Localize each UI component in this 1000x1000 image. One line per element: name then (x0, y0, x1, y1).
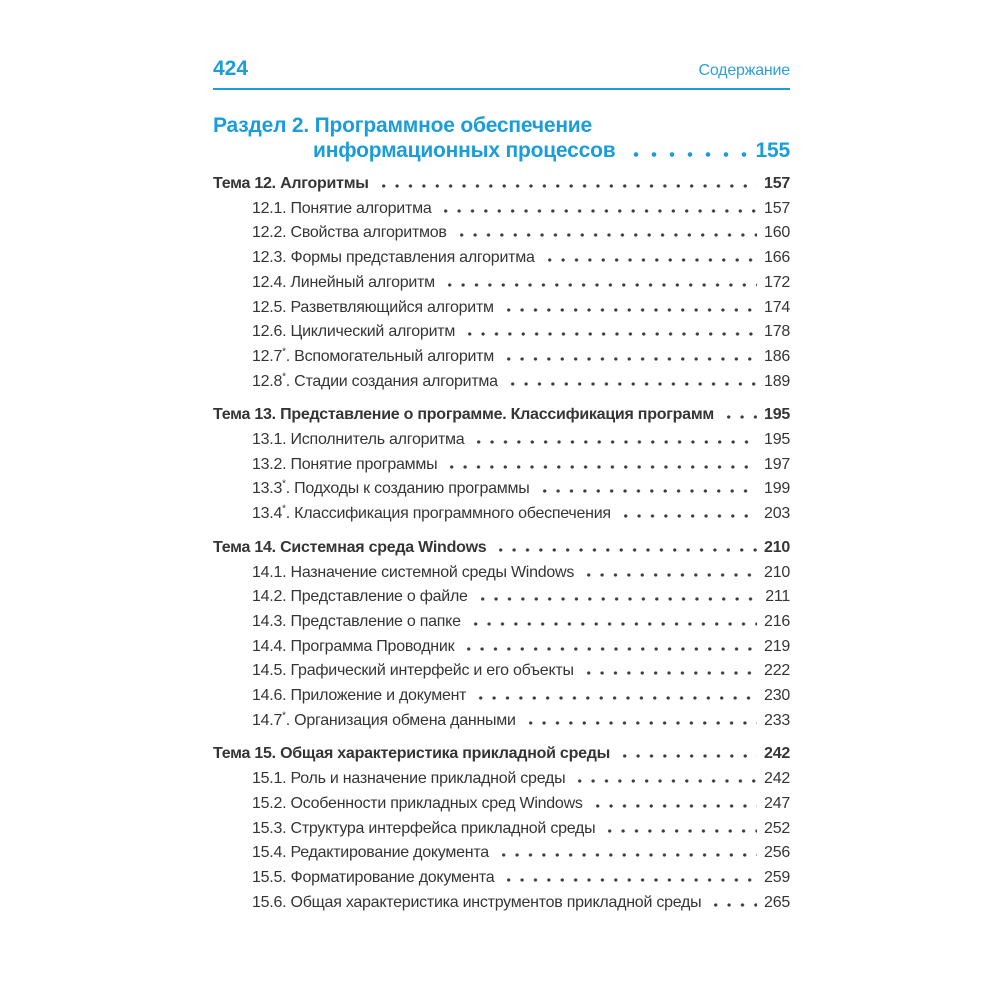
entry-title: 12.4. Линейный алгоритм (252, 273, 435, 291)
toc-topic-13 (213, 403, 790, 527)
toc-topic-14 (213, 536, 790, 734)
entry-page-number: 157 (764, 199, 790, 217)
toc-entry (213, 320, 790, 345)
entry-title: 12.3. Формы представления алгоритма (252, 249, 535, 267)
entry-page-number: 219 (764, 637, 790, 655)
dot-leader (462, 647, 757, 651)
toc-entry (213, 246, 790, 271)
running-head (213, 57, 790, 90)
page-number-folio: 424 (213, 57, 249, 80)
toc-entry (213, 502, 790, 527)
toc-entry (213, 610, 790, 635)
entry-page-number: 178 (764, 323, 790, 341)
entry-page-number: 186 (764, 347, 790, 365)
dot-leader (469, 622, 757, 626)
topic-title: Тема 15. Общая характеристика прикладной среды (213, 745, 611, 763)
entry-title: 14.2. Представление о файле (252, 588, 468, 606)
topic-page-number: 242 (764, 745, 790, 763)
topic-page-number: 157 (764, 175, 790, 192)
toc-entry (213, 866, 790, 891)
dot-leader (472, 440, 757, 444)
toc-entry (213, 841, 790, 866)
dot-leader (502, 878, 757, 882)
dot-leader (709, 903, 757, 907)
toc-topic-heading (213, 172, 790, 197)
entry-title: 14.6. Приложение и документ (252, 687, 467, 705)
entry-title: 14.5. Графический интерфейс и его объекты (252, 662, 574, 680)
entry-title: 12.7*. Вспомогательный алгоритм (252, 346, 494, 365)
topic-page-number: 195 (764, 406, 790, 424)
entry-title: 15.2. Особенности прикладных сред Windows (252, 794, 583, 812)
toc-entry (213, 767, 790, 792)
entry-title: 13.3*. Подходы к созданию программы (252, 479, 530, 498)
toc-entry (213, 428, 790, 453)
entry-page-number: 211 (765, 588, 790, 606)
toc-entry (213, 709, 790, 734)
toc-topic-heading (213, 403, 790, 428)
toc-entry (213, 271, 790, 296)
entry-title: 14.3. Представление о папке (252, 612, 461, 630)
entry-page-number: 199 (764, 480, 790, 498)
toc-entry (213, 891, 790, 916)
dot-leader (474, 696, 757, 700)
entry-title: 15.4. Редактирование документа (252, 844, 489, 862)
dot-leader (455, 233, 757, 237)
dot-leader (524, 721, 757, 725)
dot-leader (445, 465, 757, 469)
dot-leader (463, 332, 757, 336)
dot-leader (497, 853, 757, 857)
entry-title: 15.1. Роль и назначение прикладной среды (252, 770, 566, 788)
running-head-title: Содержание (698, 62, 790, 79)
dot-leader (538, 489, 758, 493)
toc-topic-12 (213, 172, 790, 394)
entry-page-number: 189 (764, 372, 790, 390)
entry-page-number: 174 (764, 298, 790, 316)
toc-entry (213, 345, 790, 370)
dot-leader (603, 829, 757, 833)
dot-leader (502, 357, 757, 361)
dot-leader (506, 382, 757, 386)
entry-page-number: 160 (764, 224, 790, 242)
dot-leader (543, 258, 757, 262)
entry-page-number: 265 (764, 893, 790, 911)
entry-title: 14.7*. Организация обмена данными (252, 710, 516, 729)
entry-page-number: 259 (764, 868, 790, 886)
dot-leader (476, 597, 759, 601)
dot-leader (573, 779, 757, 783)
topic-page-number: 210 (764, 538, 790, 556)
entry-title: 13.2. Понятие программы (252, 455, 438, 473)
topic-title: Тема 12. Алгоритмы (213, 175, 369, 192)
toc-topic-heading (213, 536, 790, 561)
dot-leader (618, 754, 757, 758)
dot-leader (582, 671, 757, 675)
entry-title: 14.1. Назначение системной среды Windows (252, 563, 575, 581)
entry-page-number: 197 (764, 455, 790, 473)
entry-page-number: 222 (764, 662, 790, 680)
entry-page-number: 195 (764, 431, 790, 449)
entry-page-number: 230 (764, 687, 790, 705)
dot-leader (591, 804, 757, 808)
toc-entry (213, 453, 790, 478)
toc-entry (213, 792, 790, 817)
topic-title: Тема 13. Представление о программе. Классификация программ (213, 406, 714, 424)
entry-title: 13.4*. Классификация программного обеспечения (252, 503, 611, 523)
entry-title: 12.1. Понятие алгоритма (252, 199, 432, 217)
entry-page-number: 203 (764, 505, 790, 523)
entry-page-number: 247 (764, 794, 790, 812)
entry-title: 15.6. Общая характеристика инструментов прикладной среды (252, 893, 702, 911)
entry-page-number: 233 (764, 711, 790, 729)
toc-topic-15 (213, 742, 790, 915)
toc-topic-heading (213, 742, 790, 767)
entry-page-number: 242 (764, 770, 790, 788)
entry-page-number: 216 (764, 612, 790, 630)
section-title-line1: Раздел 2. Программное обеспечение (213, 114, 592, 137)
dot-leader (494, 548, 757, 552)
toc-entry (213, 585, 790, 610)
section-title (213, 113, 790, 163)
dot-leader (619, 514, 757, 518)
dot-leader (377, 184, 757, 188)
entry-page-number: 172 (764, 273, 790, 291)
topic-title: Тема 14. Системная среда Windows (213, 538, 487, 556)
toc-entry (213, 561, 790, 586)
entry-page-number: 166 (764, 249, 790, 267)
entry-title: 13.1. Исполнитель алгоритма (252, 431, 465, 449)
dot-leader (627, 152, 746, 157)
toc-entry (213, 817, 790, 842)
entry-page-number: 210 (764, 563, 790, 581)
dot-leader (443, 283, 757, 287)
entry-title: 15.3. Структура интерфейса прикладной среды (252, 819, 596, 837)
section-title-line2-text: информационных процессов (313, 139, 616, 162)
toc-entry (213, 635, 790, 660)
toc-entry (213, 684, 790, 709)
dot-leader (582, 573, 757, 577)
toc-entry (213, 296, 790, 321)
section-title-line2 (213, 138, 790, 163)
toc-entry (213, 197, 790, 222)
dot-leader (502, 308, 757, 312)
entry-page-number: 252 (764, 819, 790, 837)
entry-page-number: 256 (764, 844, 790, 862)
entry-title: 12.5. Разветвляющийся алгоритм (252, 298, 494, 316)
toc-entry (213, 221, 790, 246)
entry-title: 15.5. Форматирование документа (252, 868, 495, 886)
toc-entry (213, 370, 790, 395)
dot-leader (439, 209, 757, 213)
toc-entry (213, 477, 790, 502)
entry-title: 12.8*. Стадии создания алгоритма (252, 371, 498, 390)
dot-leader (722, 415, 757, 419)
section-page-number: 155 (755, 139, 790, 162)
entry-title: 12.2. Свойства алгоритмов (252, 224, 447, 242)
toc-entry (213, 659, 790, 684)
entry-title: 14.4. Программа Проводник (252, 637, 455, 655)
entry-title: 12.6. Циклический алгоритм (252, 323, 456, 341)
